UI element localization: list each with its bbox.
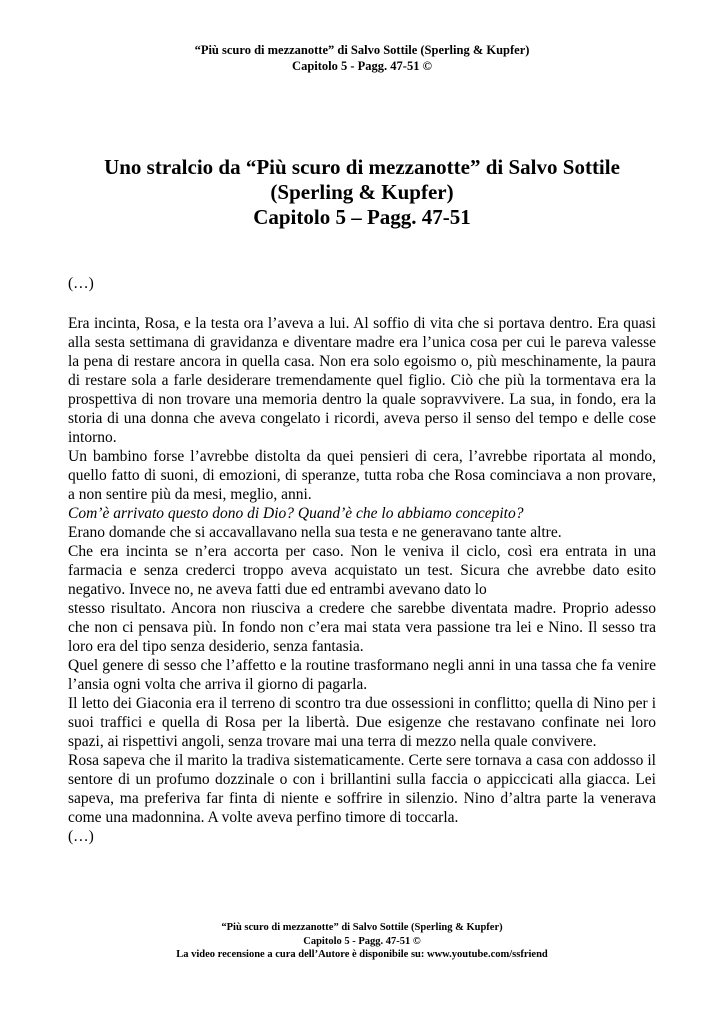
header-book-title: “Più scuro di mezzanotte” di Salvo Sottile (Sperling & Kupfer) (194, 43, 530, 57)
paragraph: Un bambino forse l’avrebbe distolta da quei pensieri di cera, l’avrebbe riportata al mondo, quello fatto di suoni, di emozioni, di speranze, tutta roba che Rosa cominciava a non provare, a non sentire più da mesi, meglio, anni. (68, 448, 656, 503)
ellipsis-start: (…) (68, 275, 94, 292)
page-footer (0, 921, 724, 962)
paragraph: Rosa sapeva che il marito la tradiva sistematicamente. Certe sere tornava a casa con addosso il sentore di un profumo dozzinale o con i brillantini sulla faccia o appiccicati alla giacca. Lei sapeva, ma preferiva far finta di niente e soffrire in silenzio. Nino d’altra parte la venerava come una madonnina. A volte aveva perfino timore di toccarla. (68, 752, 656, 826)
paragraph: Quel genere di sesso che l’affetto e la routine trasformano negli anni in una tassa che fa venire l’ansia ogni volta che arriva il giorno di pagarla. (68, 657, 656, 693)
paragraph: Erano domande che si accavallavano nella sua testa e ne generavano tante altre. (68, 524, 562, 541)
title-line-3: Capitolo 5 – Pagg. 47-51 (253, 205, 471, 229)
footer-chapter: Capitolo 5 - Pagg. 47-51 © (303, 935, 421, 947)
paragraph: stesso risultato. Ancora non riusciva a credere che sarebbe diventata madre. Proprio adesso che non ci pensava più. In fondo non c’era mai stata vera passione tra lei e Nino. Il sesso tra loro era del tipo senza desiderio, senza fantasia. (68, 600, 656, 655)
title-line-1: Uno stralcio da “Più scuro di mezzanotte” di Salvo Sottile (104, 155, 620, 179)
footer-video-note: La video recensione a cura dell’Autore è disponibile su: www.youtube.com/ssfriend (176, 949, 548, 960)
paragraph: Il letto dei Giaconia era il terreno di scontro tra due ossessioni in conflitto; quella di Nino per i suoi traffici e quella di Rosa per la libertà. Due esigenze che restavano confinate nei loro spazi, ai rispettivi angoli, senza trovare mai una terra di mezzo nella quale convivere. (68, 695, 656, 750)
page-header (0, 42, 724, 74)
title-line-2: (Sperling & Kupfer) (270, 180, 454, 204)
italic-thought: Com’è arrivato questo dono di Dio? Quand’è che lo abbiamo concepito? (68, 505, 524, 522)
header-chapter: Capitolo 5 - Pagg. 47-51 © (292, 59, 432, 73)
document-title (0, 155, 724, 230)
paragraph: Era incinta, Rosa, e la testa ora l’aveva a lui. Al soffio di vita che si portava dentro. Era quasi alla sesta settimana di gravidanza e diventare madre era l’unica cosa per cui le pareva valesse la pena di restare ancora in quella casa. Non era solo egoismo o, più meschinamente, la paura di restare sola a farle desiderare tremendamente quel figlio. Ciò che più la tormentava era la prospettiva di non trovare una memoria dentro la quale sopravvivere. La sua, in fondo, era la storia di una donna che aveva congelato i ricordi, aveva perso il senso del tempo e delle cose intorno. (68, 315, 656, 446)
ellipsis-end: (…) (68, 828, 94, 845)
footer-book-title: “Più scuro di mezzanotte” di Salvo Sottile (Sperling & Kupfer) (221, 922, 503, 933)
paragraph: Che era incinta se n’era accorta per caso. Non le veniva il ciclo, così era entrata in una farmacia e senza crederci troppo aveva acquistato un test. Sicura che avrebbe dato esito negativo. Invece no, ne aveva fatti due ed entrambi avevano dato lo (68, 543, 656, 598)
excerpt-body (68, 314, 656, 846)
